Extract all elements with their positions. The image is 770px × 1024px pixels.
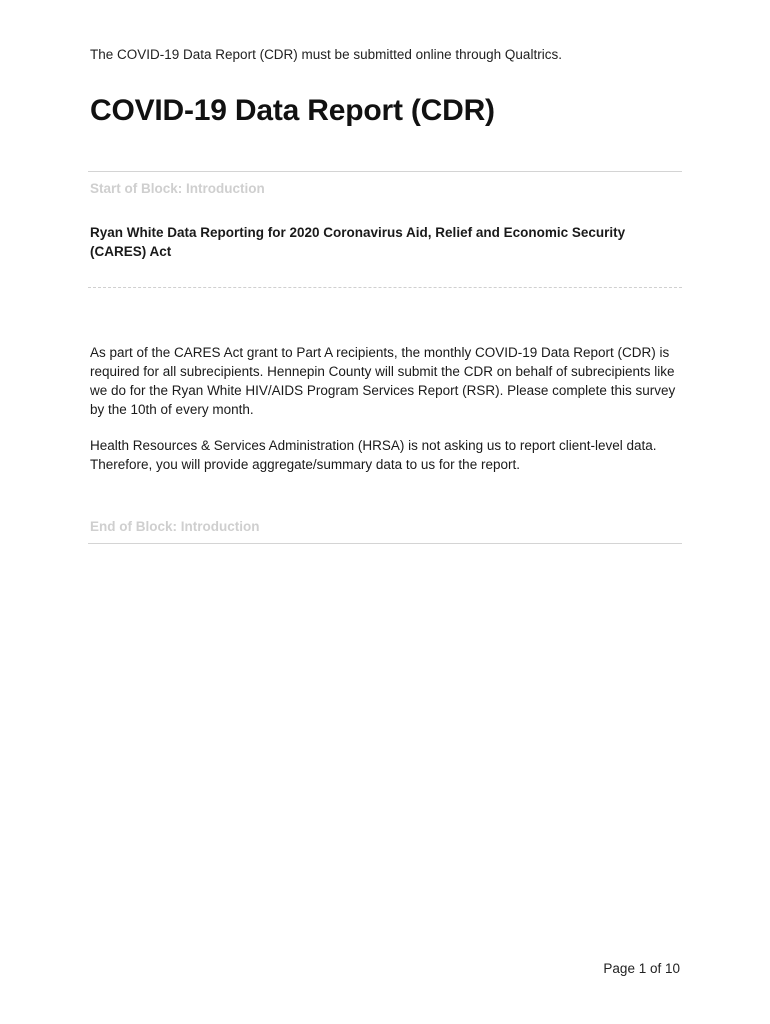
block-start-divider — [88, 171, 682, 172]
question-divider — [88, 287, 682, 288]
block-end-label: End of Block: Introduction — [90, 519, 260, 534]
page-title: COVID-19 Data Report (CDR) — [90, 94, 495, 127]
intro-paragraph: As part of the CARES Act grant to Part A recipients, the monthly COVID-19 Data Report (CDR) is required for all subrecipients. Hennepin County will submit the CDR on behalf of subrecipients like we do for the Ryan White HIV/AIDS Program Services Report (RSR). Please complete this survey by the 10th of every month. — [90, 345, 676, 417]
question-title: Ryan White Data Reporting for 2020 Coronavirus Aid, Relief and Economic Security (CARES) Act — [90, 225, 626, 259]
block-start-label: Start of Block: Introduction — [90, 181, 265, 196]
page-number: Page 1 of 10 — [603, 961, 680, 976]
hrsa-paragraph: Health Resources & Services Administration (HRSA) is not asking us to report client-level data. Therefore, you will provide aggregate/summary data to us for the report. — [90, 438, 657, 472]
block-end-divider — [88, 543, 682, 544]
header-note: The COVID-19 Data Report (CDR) must be submitted online through Qualtrics. — [90, 47, 562, 62]
